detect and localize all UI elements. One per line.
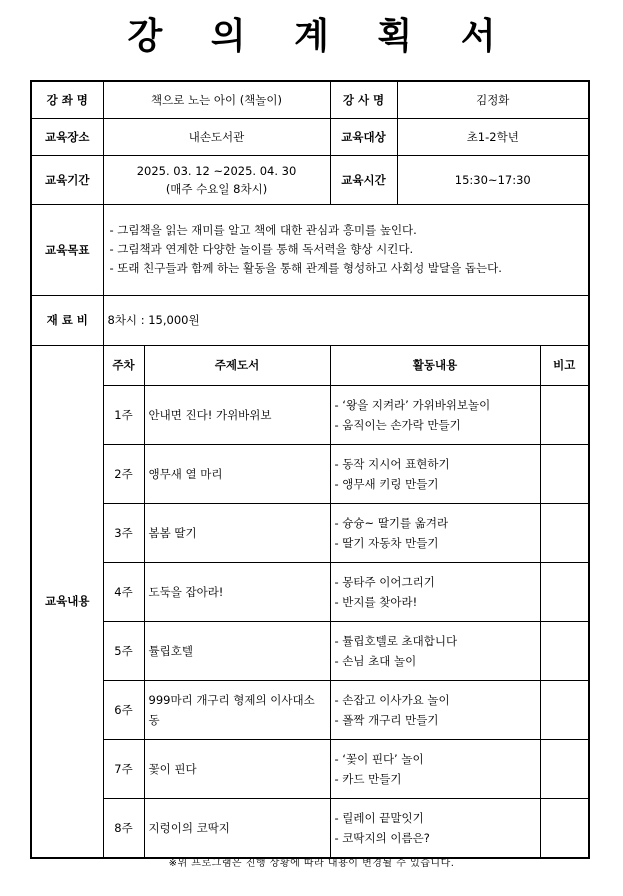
row-course [31,81,589,118]
table-row [31,444,589,503]
table-row [31,798,589,858]
activity-cell [330,680,540,739]
period-dates: 2025. 03. 12 ~2025. 04. 30 [136,163,297,178]
book-cell: 지렁이의 코딱지 [144,798,330,858]
instructor-label: 강 사 명 [330,81,397,118]
note-cell [540,621,589,680]
activity-cell [330,739,540,798]
activity-item: - 릴레이 끝말잇기 [334,810,424,825]
activity-cell [330,444,540,503]
period-value [103,155,330,204]
activity-item: - 딸기 자동차 만들기 [334,535,439,550]
activity-item: - 반지를 찾아라! [334,594,418,609]
week-cell: 8주 [103,798,144,858]
week-cell: 3주 [103,503,144,562]
period-schedule: (매주 수요일 8차시) [165,181,268,196]
goal-item: - 그림책과 연계한 다양한 놀이를 통해 독서력을 향상 시킨다. [109,242,414,256]
activity-item: - ‘꽃이 핀다’ 놀이 [334,751,424,766]
note-cell [540,739,589,798]
activity-item: - 폴짝 개구리 만들기 [334,712,439,727]
content-label: 교육내용 [31,345,103,858]
table-row [31,503,589,562]
week-cell: 5주 [103,621,144,680]
course-name-label: 강 좌 명 [31,81,103,118]
row-goals [31,204,589,295]
course-name-value: 책으로 노는 아이 (책놀이) [103,81,330,118]
note-header: 비고 [540,345,589,385]
row-material [31,295,589,345]
place-label: 교육장소 [31,118,103,155]
activity-item: - 손님 초대 놀이 [334,653,417,668]
week-cell: 1주 [103,385,144,444]
activity-item: - 슝슝~ 딸기를 옮겨라 [334,515,449,530]
activity-item: - 튤립호텔로 초대합니다 [334,633,458,648]
footnote: ※위 프로그램은 진행 상황에 따라 내용이 변경될 수 있습니다. [168,858,455,869]
activity-cell [330,798,540,858]
book-cell: 안내면 진다! 가위바위보 [144,385,330,444]
goal-label: 교육목표 [31,204,103,295]
table-row [31,621,589,680]
table-row [31,739,589,798]
period-label: 교육기간 [31,155,103,204]
material-value: 8차시 : 15,000원 [103,295,589,345]
book-cell: 999마리 개구리 형제의 이사대소동 [144,680,330,739]
note-cell [540,444,589,503]
note-cell [540,385,589,444]
book-header: 주제도서 [144,345,330,385]
table-row [31,562,589,621]
goal-list [103,204,589,295]
target-label: 교육대상 [330,118,397,155]
activity-item: - 움직이는 손가락 만들기 [334,417,461,432]
place-value: 내손도서관 [103,118,330,155]
note-cell [540,798,589,858]
activity-item: - 동작 지시어 표현하기 [334,456,450,471]
week-cell: 6주 [103,680,144,739]
table-row [31,385,589,444]
activity-item: - 코딱지의 이름은? [334,830,430,845]
activity-item: - 손잡고 이사가요 놀이 [334,692,450,707]
book-cell: 도둑을 잡아라! [144,562,330,621]
activity-item: - ‘왕을 지켜라’ 가위바위보놀이 [334,397,491,412]
goal-item: - 또래 친구들과 함께 하는 활동을 통해 관계를 형성하고 사회성 발달을 돕는다. [109,261,502,275]
note-cell [540,503,589,562]
week-header: 주차 [103,345,144,385]
note-cell [540,680,589,739]
page-title: 강 의 계 획 서 [127,16,514,57]
activity-cell [330,562,540,621]
week-cell: 4주 [103,562,144,621]
row-place [31,118,589,155]
material-label: 재 료 비 [31,295,103,345]
week-cell: 7주 [103,739,144,798]
row-period [31,155,589,204]
lecture-plan-table [30,80,590,859]
activity-cell [330,503,540,562]
time-value: 15:30~17:30 [397,155,589,204]
book-cell: 꽃이 핀다 [144,739,330,798]
instructor-value: 김정화 [397,81,589,118]
book-cell: 튤립호텔 [144,621,330,680]
table-row [31,680,589,739]
time-label: 교육시간 [330,155,397,204]
note-cell [540,562,589,621]
activity-item: - 앵무새 키링 만들기 [334,476,439,491]
target-value: 초1-2학년 [397,118,589,155]
activity-item: - 카드 만들기 [334,771,402,786]
activity-cell [330,385,540,444]
schedule-header-row [31,345,589,385]
activity-item: - 몽타주 이어그리기 [334,574,435,589]
week-cell: 2주 [103,444,144,503]
activity-cell [330,621,540,680]
activity-header: 활동내용 [330,345,540,385]
book-cell: 앵무새 열 마리 [144,444,330,503]
book-cell: 봄봄 딸기 [144,503,330,562]
goal-item: - 그림책을 읽는 재미를 알고 책에 대한 관심과 흥미를 높인다. [109,223,417,237]
